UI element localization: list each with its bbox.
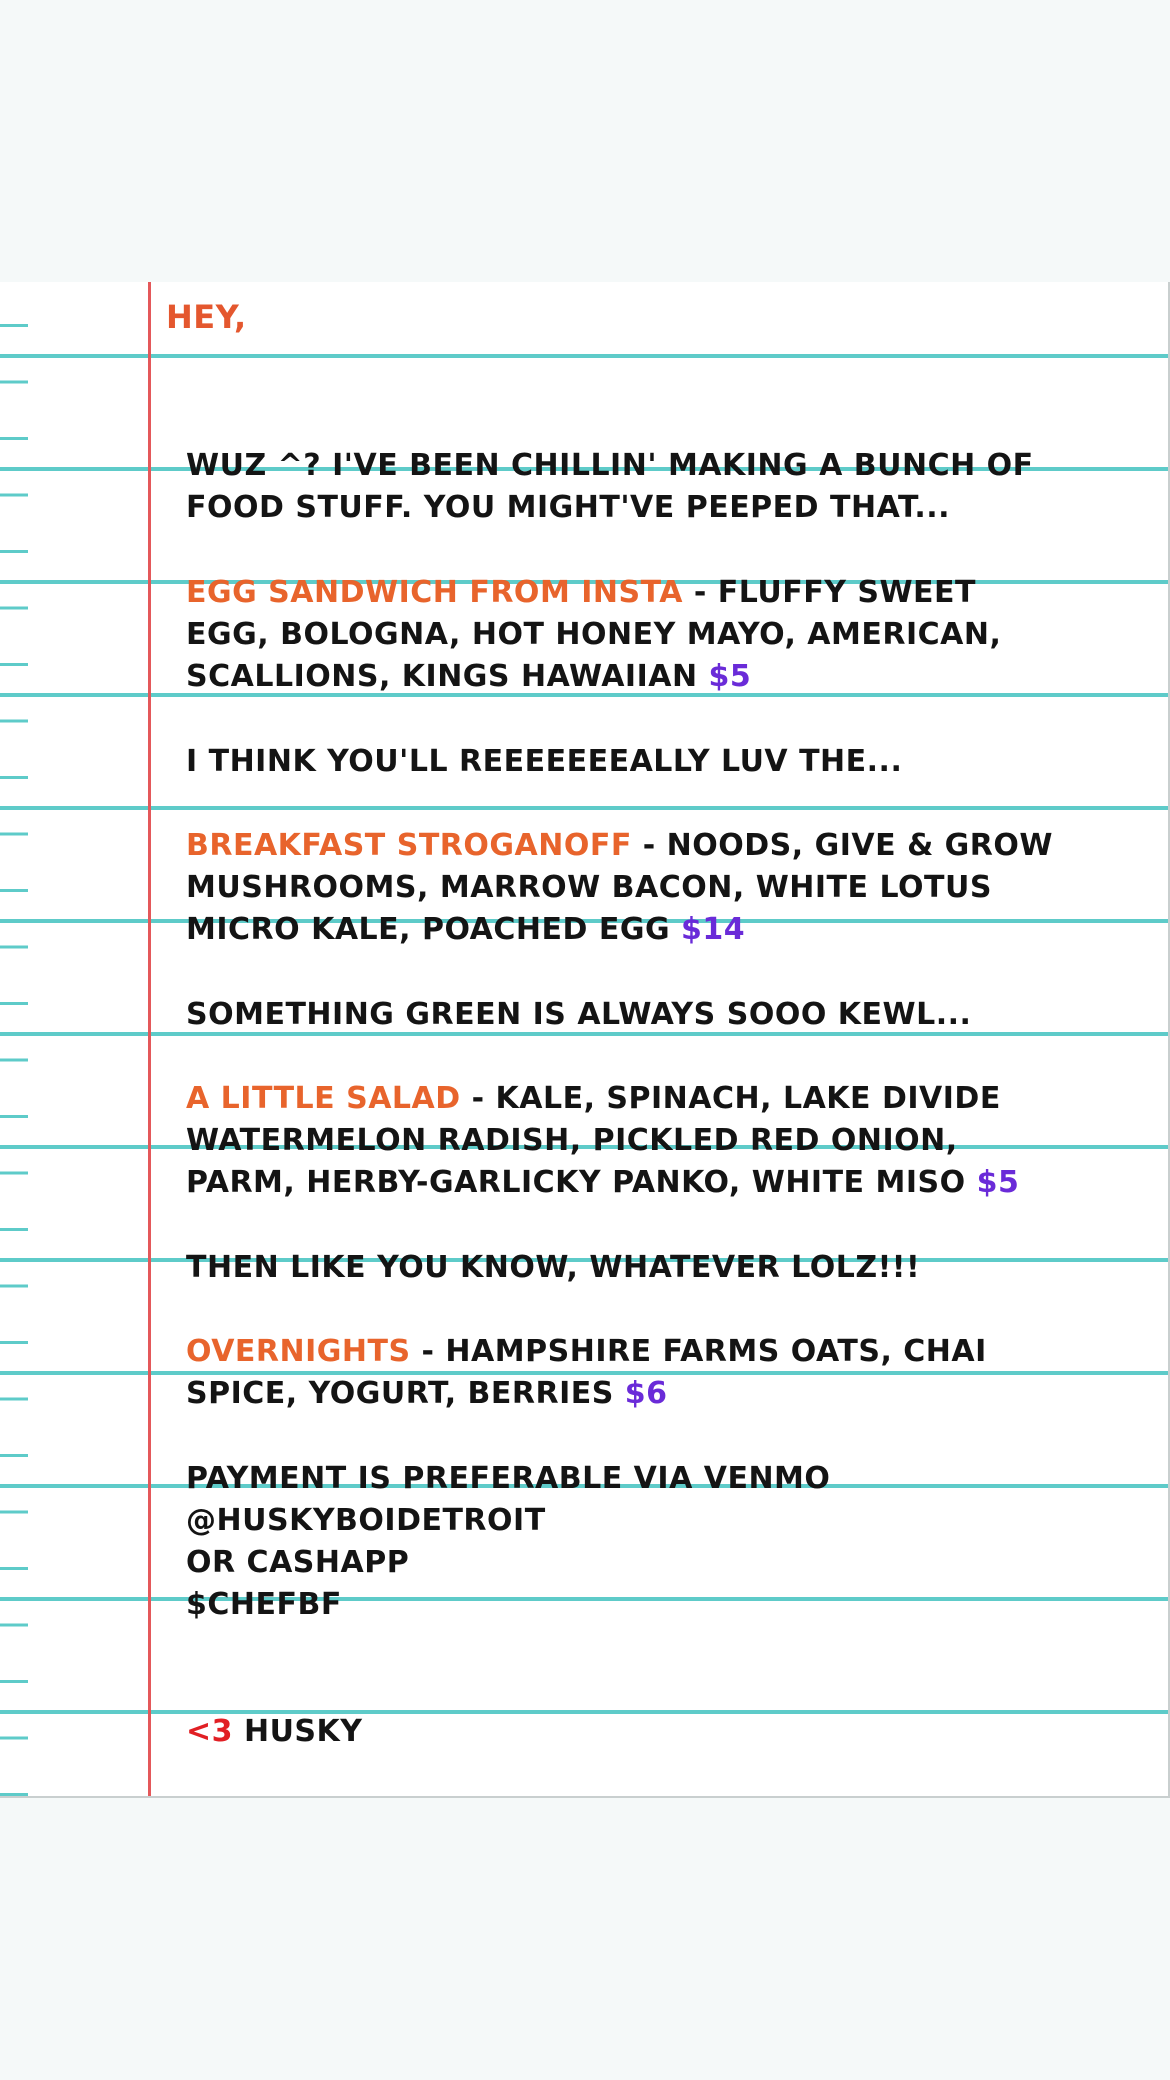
payment-line-1: PAYMENT IS PREFERABLE VIA VENMO	[186, 1461, 831, 1496]
item-price: $5	[708, 659, 752, 694]
payment-line-3: OR CASHAPP	[186, 1545, 410, 1580]
item-name: BREAKFAST STROGANOFF	[186, 828, 632, 863]
item-line-2: EGG, BOLOGNA, HOT HONEY MAYO, AMERICAN,	[186, 617, 1002, 652]
item-price: $14	[681, 912, 746, 947]
signoff	[186, 1711, 1126, 1753]
margin-line	[148, 282, 151, 1796]
item-description: - NOODS, GIVE & GROW	[631, 828, 1053, 863]
intro-text	[186, 445, 1126, 529]
cashapp-handle: $CHEFBF	[186, 1587, 342, 1622]
item-description: SPICE, YOGURT, BERRIES	[186, 1376, 625, 1411]
item-name: OVERNIGHTS	[186, 1334, 411, 1369]
item-line-2: MUSHROOMS, MARROW BACON, WHITE LOTUS	[186, 870, 992, 905]
menu-item-overnights	[186, 1331, 1126, 1415]
intro-line-2: FOOD STUFF. YOU MIGHT'VE PEEPED THAT...	[186, 490, 951, 525]
item-description: - KALE, SPINACH, LAKE DIVIDE	[460, 1081, 1001, 1116]
item-line-1	[186, 1078, 1126, 1120]
item-price: $5	[976, 1165, 1020, 1200]
interlude-whatever: THEN LIKE YOU KNOW, WHATEVER LOLZ!!!	[186, 1250, 921, 1285]
payment-info	[186, 1458, 1126, 1626]
margin-ticks	[0, 282, 28, 1796]
menu-item-stroganoff	[186, 825, 1126, 951]
item-line-2	[186, 1373, 1126, 1415]
menu-item-egg-sandwich	[186, 572, 1126, 698]
item-line-2: WATERMELON RADISH, PICKLED RED ONION,	[186, 1123, 958, 1158]
item-name: A LITTLE SALAD	[186, 1081, 461, 1116]
menu-item-salad	[186, 1078, 1126, 1204]
item-price: $6	[624, 1376, 668, 1411]
item-description: MICRO KALE, POACHED EGG	[186, 912, 682, 947]
item-description: - FLUFFY SWEET	[682, 575, 977, 610]
item-line-3	[186, 1162, 1126, 1204]
intro-line-1: WUZ ^? I'VE BEEN CHILLIN' MAKING A BUNCH OF	[186, 448, 1034, 483]
item-line-1	[186, 572, 1126, 614]
item-line-3	[186, 656, 1126, 698]
item-line-1	[186, 1331, 1126, 1373]
item-line-3	[186, 909, 1126, 951]
venmo-handle: @HUSKYBOIDETROIT	[186, 1503, 546, 1538]
heart-emoticon: <3	[186, 1714, 234, 1749]
notebook-paper	[0, 282, 1170, 1798]
interlude-love: I THINK YOU'LL REEEEEEEALLY LUV THE...	[186, 744, 903, 779]
signoff-name: HUSKY	[233, 1714, 363, 1749]
item-description: - HAMPSHIRE FARMS OATS, CHAI	[410, 1334, 987, 1369]
interlude-green: SOMETHING GREEN IS ALWAYS SOOO KEWL...	[186, 997, 972, 1032]
item-description: SCALLIONS, KINGS HAWAIIAN	[186, 659, 709, 694]
item-line-1	[186, 825, 1126, 867]
greeting: HEY,	[166, 298, 247, 336]
item-name: EGG SANDWICH FROM INSTA	[186, 575, 683, 610]
item-description: PARM, HERBY-GARLICKY PANKO, WHITE MISO	[186, 1165, 977, 1200]
